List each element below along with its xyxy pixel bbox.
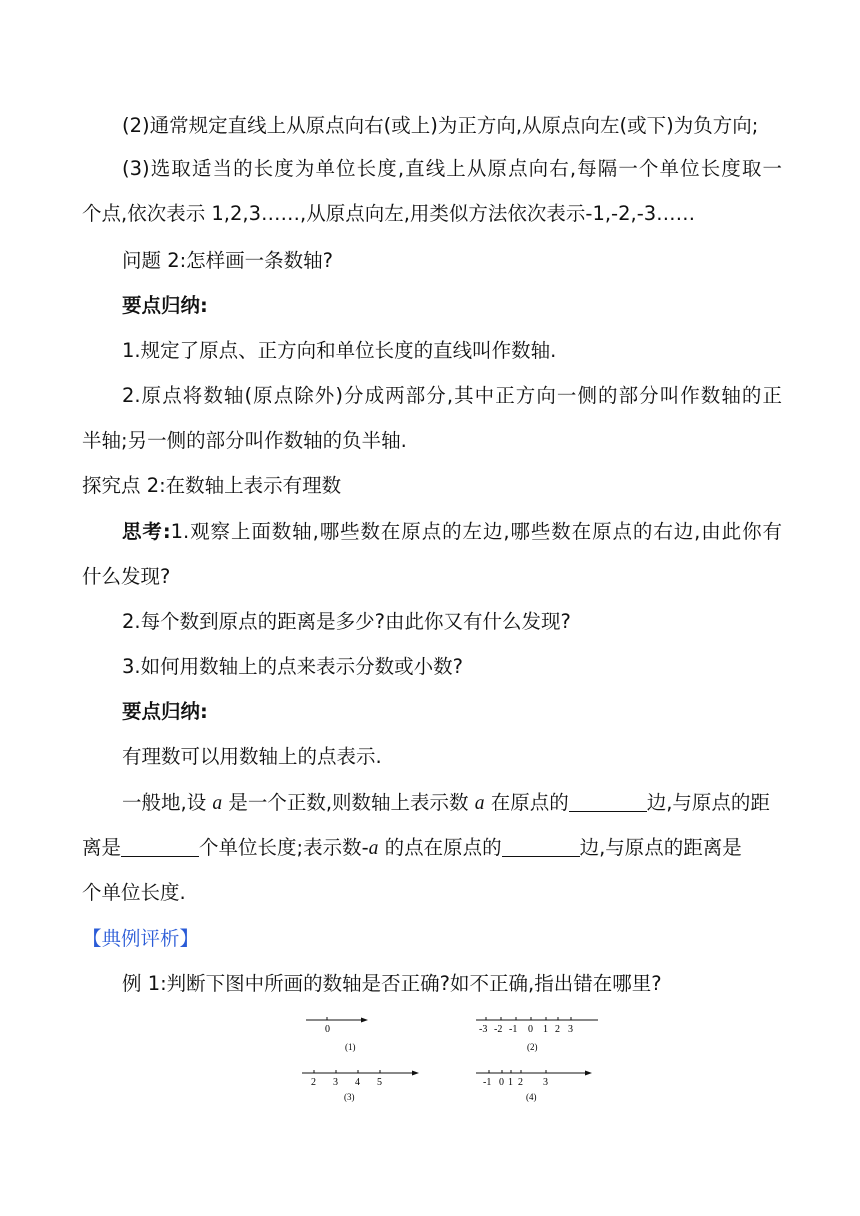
variable: a [368,838,379,859]
tick-label: 0 [499,1077,504,1088]
answer-blank[interactable] [502,836,580,857]
figure-1 [306,1017,368,1052]
paragraph-line: 有理数可以用数轴上的点表示. [122,745,382,768]
question-line: 问题 2:怎样画一条数轴? [122,249,334,272]
paragraph-line: 什么发现? [82,565,171,588]
paragraph-line: 2.原点将数轴(原点除外)分成两部分,其中正方向一侧的部分叫作数轴的正 [122,384,782,407]
figure-caption: (2) [527,1042,538,1052]
paragraph-line: (2)通常规定直线上从原点向右(或上)为正方向,从原点向左(或下)为负方向; [122,114,759,137]
tick-label: 1 [508,1077,513,1088]
think-label: 思考: [122,520,171,543]
text-span: 边,与原点的距离是 [579,836,742,859]
tick-label: -1 [509,1024,518,1035]
text-span: 边,与原点的距 [646,791,770,814]
paragraph-line: 个单位长度. [82,881,186,904]
paragraph-line: 个点,依次表示 1,2,3……,从原点向左,用类似方法依次表示-1,-2,-3…… [82,202,696,225]
tick-label: 5 [377,1077,382,1088]
variable: a [474,793,485,814]
paragraph-line: 半轴;另一侧的部分叫作数轴的负半轴. [82,429,407,452]
tick-label: 4 [355,1077,360,1088]
paragraph-line: 2.每个数到原点的距离是多少?由此你又有什么发现? [122,610,571,633]
answer-blank[interactable] [121,836,199,857]
paragraph-line: 3.如何用数轴上的点来表示分数或小数? [122,655,463,678]
tick-label: 3 [543,1077,548,1088]
figure-caption: (3) [344,1092,355,1102]
summary-heading: 要点归纳: [122,700,208,723]
tick-label: -1 [483,1077,492,1088]
example-heading: 【典例评析】 [82,927,200,950]
example-question: 例 1:判断下图中所画的数轴是否正确?如不正确,指出错在哪里? [122,972,662,995]
paragraph-line: 1.规定了原点、正方向和单位长度的直线叫作数轴. [122,339,557,362]
fill-blank-line [82,834,782,863]
tick-label: 2 [555,1024,560,1035]
section-heading: 探究点 2:在数轴上表示有理数 [82,474,342,497]
tick-label: -3 [479,1024,488,1035]
text-span: 在原点的 [490,791,569,814]
text-span: 一般地,设 [122,791,207,814]
tick-label: 2 [518,1077,523,1088]
summary-heading: 要点归纳: [122,294,208,317]
tick-label: 0 [325,1024,330,1035]
figure-2 [476,1017,598,1052]
figure-4 [476,1070,592,1102]
answer-blank[interactable] [569,791,647,812]
tick-label: 0 [528,1024,533,1035]
fill-blank-line [122,789,782,818]
think-text: 1.观察上面数轴,哪些数在原点的左边,哪些数在原点的右边,由此你有 [170,520,782,543]
figure-3 [302,1070,419,1102]
think-line [122,518,782,546]
figure-caption: (4) [526,1092,537,1102]
tick-label: 3 [333,1077,338,1088]
figure-caption: (1) [345,1042,356,1052]
variable: a [212,793,223,814]
text-span: 离是 [82,836,122,859]
tick-label: 1 [543,1024,548,1035]
text-span: 的点在原点的 [384,836,502,859]
text-span: 个单位长度;表示数- [199,836,369,859]
tick-label: 3 [568,1024,573,1035]
number-line-figures [290,1010,610,1110]
text-span: 是一个正数,则数轴上表示数 [228,791,469,814]
tick-label: -2 [494,1024,503,1035]
paragraph-line: (3)选取适当的长度为单位长度,直线上从原点向右,每隔一个单位长度取一 [122,157,782,180]
tick-label: 2 [311,1077,316,1088]
